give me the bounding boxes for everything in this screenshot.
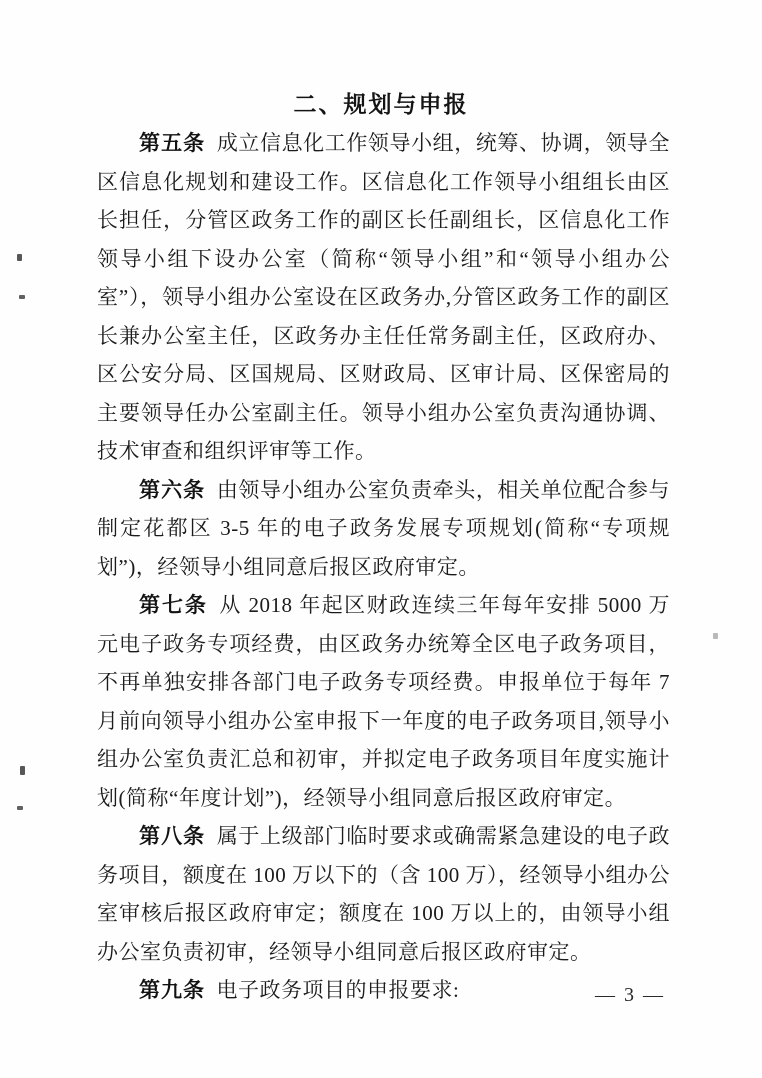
- article-paragraph: [97, 817, 670, 971]
- scan-artifact: [20, 766, 25, 775]
- section-heading: 二、规划与申报: [293, 92, 469, 117]
- page-number: — 3 —: [595, 984, 665, 1006]
- article-text: 从 2018 年起区财政连续三年每年安排 5000 万元电子政务专项经费，由区政务办统筹全区电子政务项目，不再单独安排各部门电子政务专项经费。申报单位于每年 7 月前向领导小组办公室申报下一年度的电子政务项目,领导小组办公室负责汇总和初审，并拟定电子政务项目年度实施计划(简称“年度计划”)，经领导小组同意后报区政府审定。: [97, 593, 671, 810]
- article-text: 属于上级部门临时要求或确需紧急建设的电子政务项目，额度在 100 万以下的（含 100 万），经领导小组办公室审核后报区政府审定；额度在 100 万以上的，由领导小组办公室负责初审，经领导小组同意后报区政府审定。: [97, 824, 671, 964]
- article-paragraph: [97, 586, 670, 817]
- article-paragraph: [97, 471, 670, 587]
- article-number: 第九条: [139, 978, 205, 1002]
- article-number: 第五条: [139, 131, 206, 155]
- article-text: 成立信息化工作领导小组，统筹、协调，领导全区信息化规划和建设工作。区信息化工作领导小组组长由区长担任，分管区政务工作的副区长任副组长，区信息化工作领导小组下设办公室（简称“领导小组”和“领导小组办公室”），领导小组办公室设在区政务办,分管区政务工作的副区长兼办公室主任，区政务办主任任常务副主任，区政府办、区公安分局、区国规局、区财政局、区审计局、区保密局的主要领导任办公室副主任。领导小组办公室负责沟通协调、技术审查和组织评审等工作。: [97, 131, 671, 463]
- article-number: 第七条: [139, 593, 208, 617]
- scan-artifact: [17, 254, 22, 261]
- article-paragraph: [97, 124, 670, 471]
- article-number: 第六条: [139, 477, 206, 502]
- article-text: 由领导小组办公室负责牵头，相关单位配合参与制定花都区 3-5 年的电子政务发展专项规划(简称“专项规划”)，经领导小组同意后报区政府审定。: [97, 477, 671, 579]
- article-paragraph: [97, 971, 670, 1010]
- article-number: 第八条: [139, 824, 206, 848]
- document-body: [97, 124, 670, 1010]
- scan-artifact: [17, 806, 23, 810]
- article-text: 电子政务项目的申报要求:: [216, 978, 460, 1002]
- scan-artifact: [713, 633, 718, 639]
- scan-artifact: [19, 295, 25, 299]
